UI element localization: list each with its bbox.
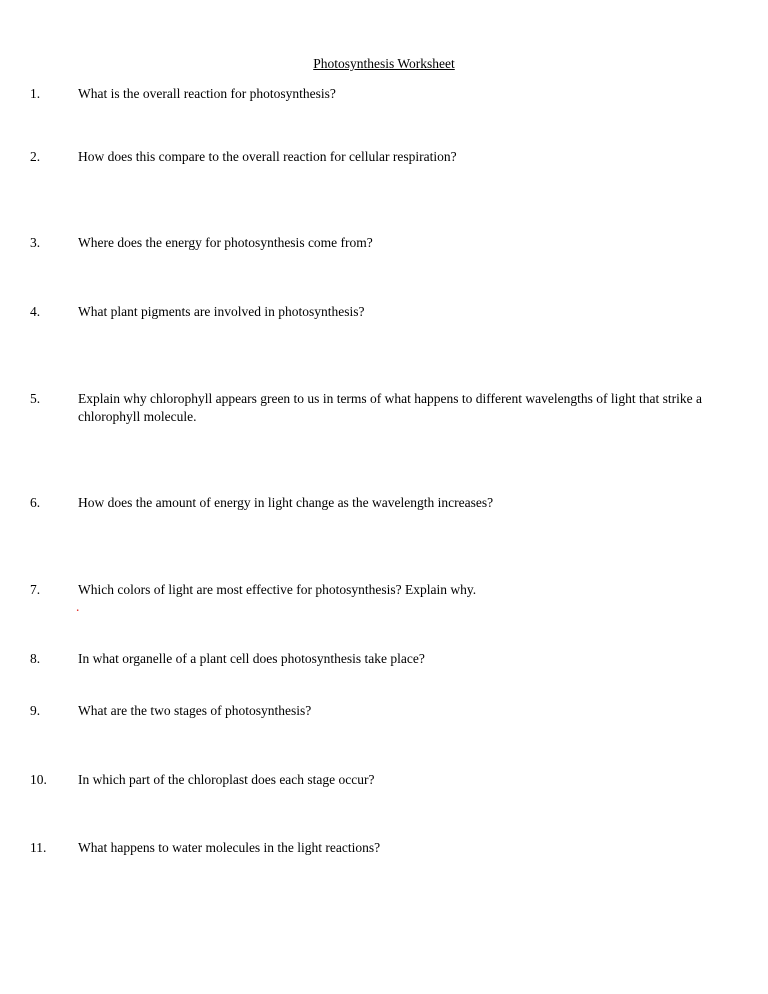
stray-red-mark: . bbox=[76, 599, 80, 614]
question-number: 1. bbox=[30, 86, 41, 101]
question-11 bbox=[30, 839, 720, 857]
question-text: Which colors of light are most effective for photosynthesis? Explain why. bbox=[78, 582, 477, 597]
question-number: 10. bbox=[30, 772, 47, 787]
question-text: What happens to water molecules in the light reactions? bbox=[78, 840, 381, 855]
question-4 bbox=[30, 303, 720, 321]
question-number: 8. bbox=[30, 651, 41, 666]
worksheet-title: Photosynthesis Worksheet bbox=[313, 56, 455, 71]
question-number: 4. bbox=[30, 304, 41, 319]
question-text: How does this compare to the overall reaction for cellular respiration? bbox=[78, 149, 457, 164]
question-number: 7. bbox=[30, 582, 41, 597]
question-number: 3. bbox=[30, 235, 41, 250]
question-2 bbox=[30, 148, 720, 166]
question-5 bbox=[30, 390, 720, 426]
question-8 bbox=[30, 650, 720, 668]
question-text: Explain why chlorophyll appears green to us in terms of what happens to different wavelengths of light that strike a chlorophyll molecule. bbox=[78, 391, 702, 424]
question-1 bbox=[30, 85, 720, 103]
question-text: What plant pigments are involved in photosynthesis? bbox=[78, 304, 365, 319]
question-number: 9. bbox=[30, 703, 41, 718]
question-6 bbox=[30, 494, 720, 512]
question-number: 6. bbox=[30, 495, 41, 510]
question-text: How does the amount of energy in light change as the wavelength increases? bbox=[78, 495, 494, 510]
question-text: Where does the energy for photosynthesis come from? bbox=[78, 235, 373, 250]
question-7 bbox=[30, 581, 720, 599]
question-text: What are the two stages of photosynthesis? bbox=[78, 703, 312, 718]
question-3 bbox=[30, 234, 720, 252]
question-9 bbox=[30, 702, 720, 720]
question-10 bbox=[30, 771, 720, 789]
question-number: 2. bbox=[30, 149, 41, 164]
question-text: In what organelle of a plant cell does photosynthesis take place? bbox=[78, 651, 425, 666]
question-text: In which part of the chloroplast does each stage occur? bbox=[78, 772, 375, 787]
question-number: 11. bbox=[30, 840, 47, 855]
question-number: 5. bbox=[30, 391, 41, 406]
question-text: What is the overall reaction for photosynthesis? bbox=[78, 86, 336, 101]
